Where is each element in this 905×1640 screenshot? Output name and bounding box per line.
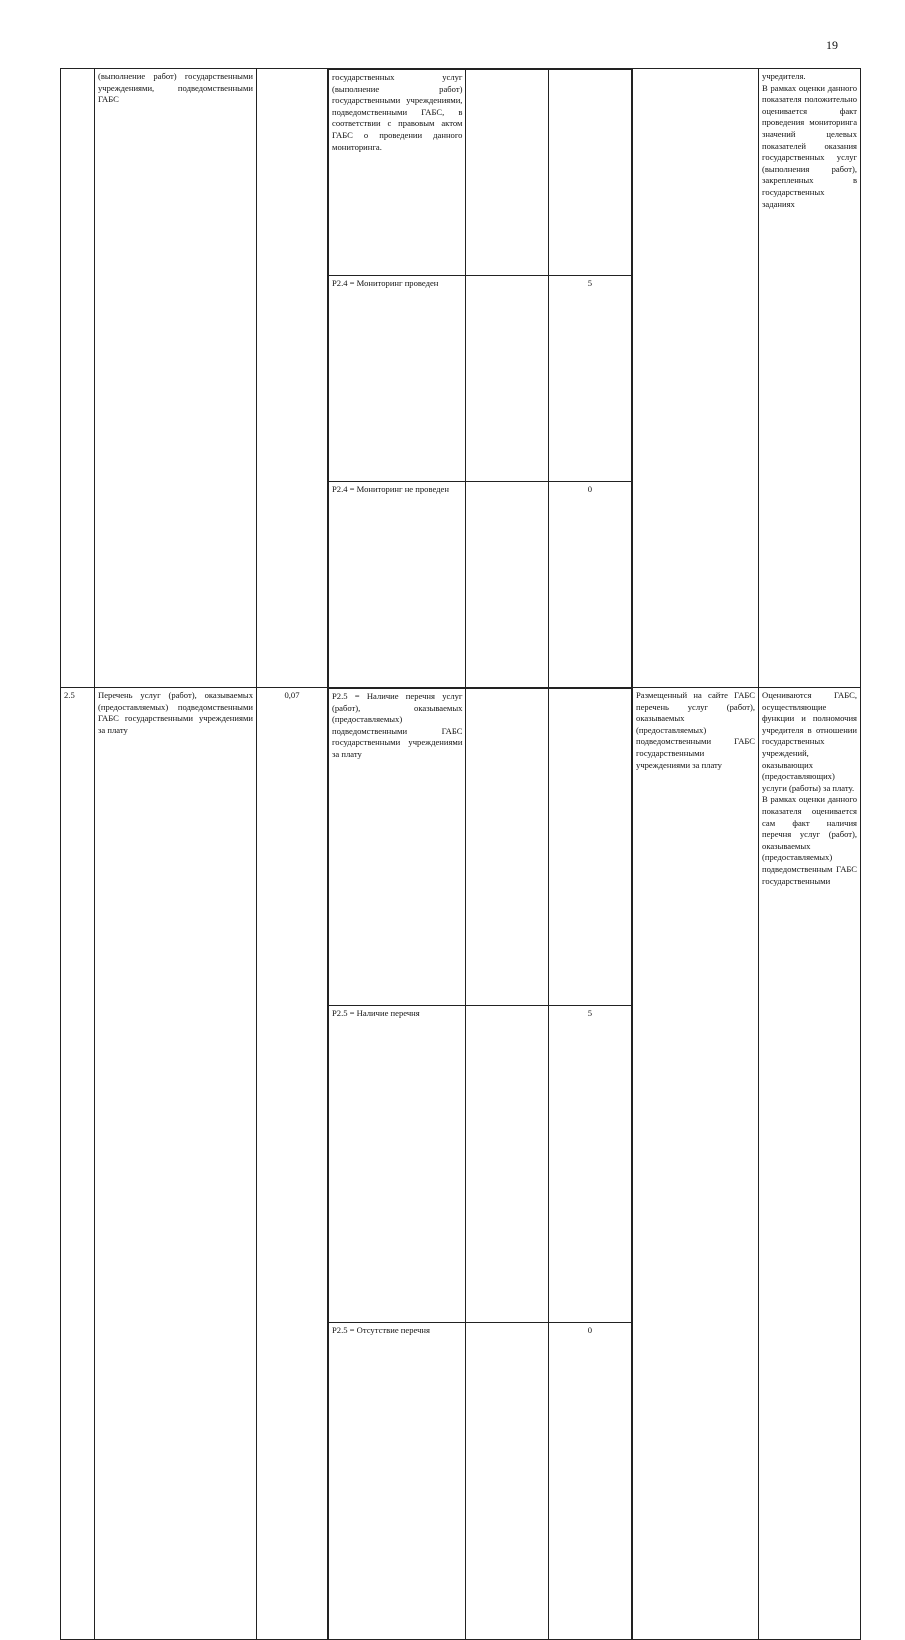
criteria-text: P2.4 = Мониторинг проведен xyxy=(329,276,466,482)
criteria-empty xyxy=(466,70,548,276)
indicators-table xyxy=(60,68,861,1640)
criteria-score xyxy=(548,689,631,1006)
indicator-number xyxy=(61,69,95,688)
criteria-empty xyxy=(466,276,548,482)
criteria-text: P2.5 = Наличие перечня xyxy=(329,1006,466,1323)
indicator-number: 2.5 xyxy=(61,688,95,1640)
comment: учредителя. В рамках оценки данного показателя положительно оценивается факт проведения мониторинга значений целевых показателей оказания государственных услуг (выполнения работ), закрепленных в государственных заданиях xyxy=(759,69,861,688)
data-source xyxy=(633,69,759,688)
criteria-score: 0 xyxy=(548,1323,631,1640)
criteria-empty xyxy=(466,482,548,688)
criteria-score xyxy=(548,70,631,276)
criteria-text: P2.5 = Наличие перечня услуг (работ), оказываемых (предоставляемых) подведомственными ГАБС государственными учреждениями за плату xyxy=(329,689,466,1006)
criteria-empty xyxy=(466,1006,548,1323)
criteria-empty xyxy=(466,689,548,1006)
indicator-weight xyxy=(257,69,328,688)
criteria-score: 5 xyxy=(548,276,631,482)
indicator-weight: 0,07 xyxy=(257,688,328,1640)
criteria-empty xyxy=(466,1323,548,1640)
comment: Оцениваются ГАБС, осуществляющие функции и полномочия учредителя в отношении государственных учреждений, оказывающих (предоставляющих) услуги (работы) за плату. В рамках оценки данного показателя оценивается сам факт наличия перечня услуг (работ), оказываемых (предоставляемых) подведомственным ГАБС государственными xyxy=(759,688,861,1640)
table-row xyxy=(61,69,861,688)
indicator-name: Перечень услуг (работ), оказываемых (предоставляемых) подведомственными ГАБС государственными учреждениями за плату xyxy=(95,688,257,1640)
criteria-block xyxy=(328,69,633,688)
criteria-text: P2.5 = Отсутствие перечня xyxy=(329,1323,466,1640)
table-row xyxy=(61,688,861,1640)
criteria-block xyxy=(328,688,633,1640)
criteria-score: 5 xyxy=(548,1006,631,1323)
indicator-name: (выполнение работ) государственными учреждениями, подведомственными ГАБС xyxy=(95,69,257,688)
criteria-text: P2.4 = Мониторинг не проведен xyxy=(329,482,466,688)
data-source: Размещенный на сайте ГАБС перечень услуг (работ), оказываемых (предоставляемых) подведомственными ГАБС государственными учреждениями за плату xyxy=(633,688,759,1640)
page-number: 19 xyxy=(826,38,838,52)
criteria-score: 0 xyxy=(548,482,631,688)
criteria-text: государственных услуг (выполнение работ) государственными учреждениями, подведомственными ГАБС, в соответствии с правовым актом ГАБС о проведении данного мониторинга. xyxy=(329,70,466,276)
